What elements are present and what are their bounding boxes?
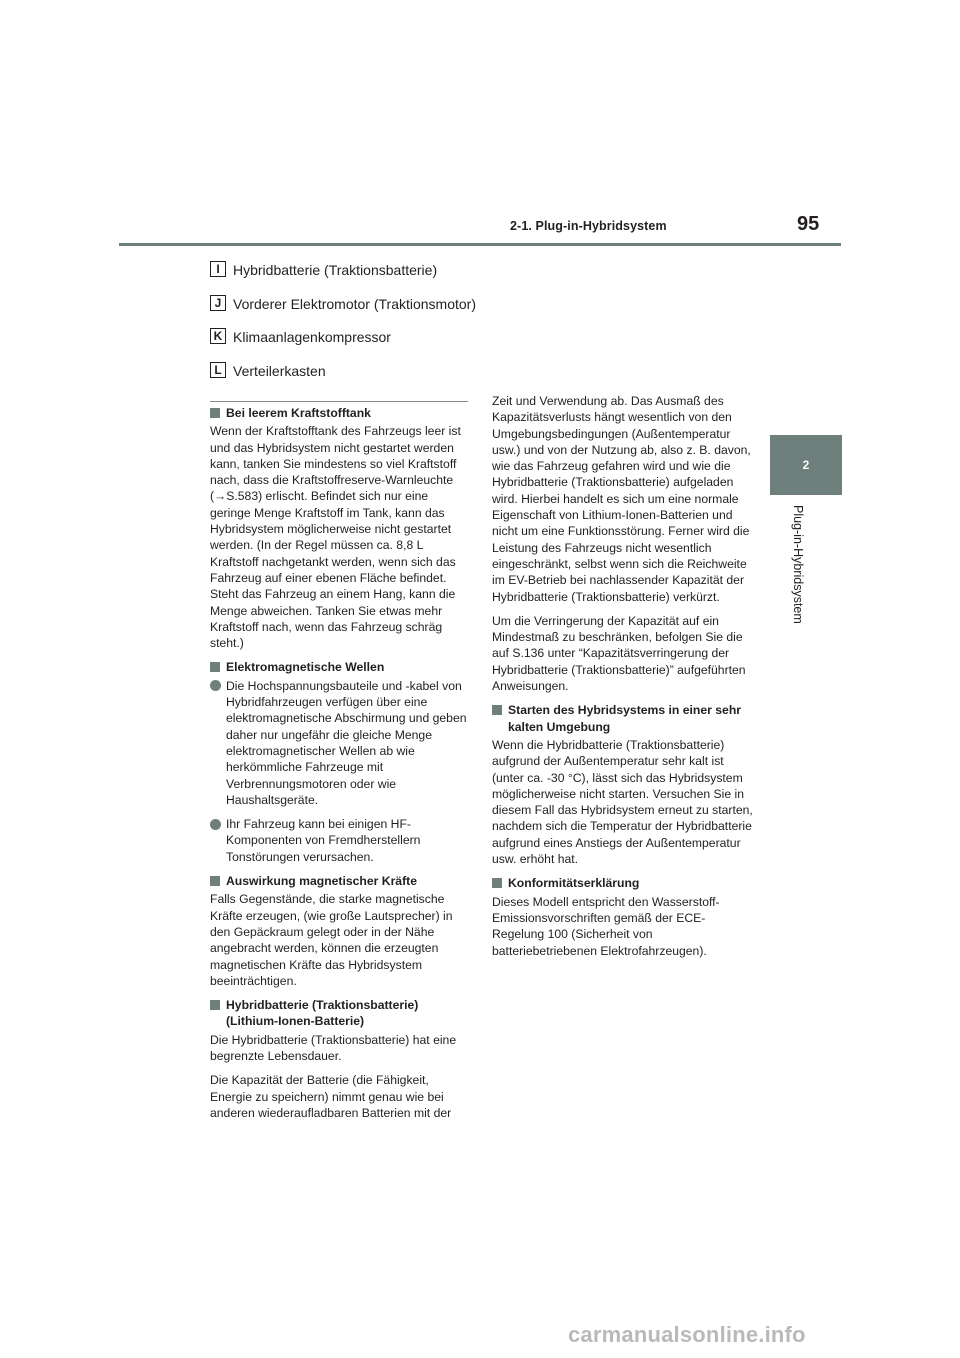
column-divider — [210, 401, 468, 402]
bullet-item — [210, 678, 472, 808]
legend-text: Verteilerkasten — [233, 362, 326, 379]
heading-hybrid-battery — [210, 997, 472, 1030]
paragraph: Die Kapazität der Batterie (die Fähigkeit, Energie zu speichern) nimmt genau wie bei anderen wiederaufladbaren Batterien mit der — [210, 1073, 452, 1120]
chapter-tab-number: 2 — [802, 458, 810, 472]
square-bullet-icon — [492, 878, 502, 888]
page-number: 95 — [797, 213, 820, 235]
heading-text: Bei leerem Kraftstofftank — [226, 406, 371, 420]
left-column — [210, 405, 472, 1129]
heading-text: Starten des Hybridsystems in einer sehr kalten Umgebung — [508, 703, 742, 734]
heading-conformity — [492, 875, 754, 891]
chapter-tab — [770, 435, 842, 495]
heading-text: Elektromagnetische Wellen — [226, 660, 385, 675]
square-bullet-icon — [210, 408, 220, 418]
bullet-text: Ihr Fahrzeug kann bei einigen HF-Komponenten von Fremdherstellern Tonstörungen verursachen. — [226, 817, 421, 864]
square-bullet-icon — [492, 705, 502, 715]
heading-magnetic-forces — [210, 873, 472, 889]
legend-text: Vorderer Elektromotor (Traktionsmotor) — [233, 295, 476, 312]
paragraph: Wenn die Hybridbatterie (Traktionsbatterie) aufgrund der Außentemperatur sehr kalt ist (unter ca. -30 °C), lässt sich das Hybridsystem möglicherweise nicht starten. Versuchen Sie in diesem Fall das Hybridsystem erneut zu starten, nachdem sich die Temperatur der Hybridbatterie aufgrund eines Anstiegs der Außentemperatur usw. erhöht hat. — [492, 737, 753, 867]
heading-cold-start — [492, 702, 754, 735]
square-bullet-icon — [210, 876, 220, 886]
heading-electromagnetic-waves — [210, 659, 472, 675]
square-bullet-icon — [210, 662, 220, 672]
paragraph: Die Hybridbatterie (Traktionsbatterie) hat eine begrenzte Lebensdauer. — [210, 1032, 457, 1063]
header-rule — [119, 243, 841, 246]
round-bullet-icon — [210, 819, 221, 830]
paragraph: Wenn der Kraftstofftank des Fahrzeugs leer ist und das Hybridsystem nicht gestartet werden kann, tanken Sie mindestens so viel Kraftstoff nach, dass die Kraftstoffreserve-Warnleuchte (→S.583) erlischt. Befindet sich nur eine geringe Menge Kraftstoff im Tank, kann das Hybridsystem möglicherweise nicht gestartet werden. (In der Regel müssen ca. 8,8 L Kraftstoff nachgetankt werden, wenn sich das Fahrzeug auf einer ebenen Fläche befindet. Steht das Fahrzeug an einem Hang, kann die Menge abweichen. Tanken Sie etwas mehr Kraftstoff nach, wenn das Fahrzeug schräg steht.) — [210, 424, 461, 651]
heading-text: Konformitätserklärung — [508, 876, 640, 891]
heading-text: Hybridbatterie (Traktionsbatterie) (Lithium-Ionen-Batterie) — [226, 998, 419, 1029]
round-bullet-icon — [210, 680, 221, 691]
section-title: 2-1. Plug-in-Hybridsystem — [510, 219, 667, 233]
chapter-side-label-text: Plug-in-Hybridsystem — [791, 505, 805, 624]
paragraph: Um die Verringerung der Kapazität auf ein Mindestmaß zu beschränken, befolgen Sie die auf S.136 unter “Kapazitätsverringerung der Hybridbatterie (Traktionsbatterie)” aufgeführten Anweisungen. — [492, 613, 746, 694]
bullet-item — [210, 816, 472, 865]
square-bullet-icon — [210, 1000, 220, 1010]
legend-key: K — [210, 328, 226, 344]
paragraph: Dieses Modell entspricht den Wasserstoff-Emissionsvorschriften gemäß der ECE-Regelung 100 (Sicherheit von batteriebetriebenen Elektrofahrzeugen). — [492, 894, 720, 958]
legend-key: I — [210, 261, 226, 277]
right-column — [492, 393, 754, 967]
paragraph: Falls Gegenstände, die starke magnetische Kräfte erzeugen, (wie große Lautsprecher) in den Gepäckraum gelegt oder in der Nähe angebracht werden, können die erzeugten magnetischen Kräfte das Hybridsystem beeinträchtigen. — [210, 892, 453, 988]
site-watermark: carmanualsonline.info — [568, 1322, 806, 1347]
chapter-side-label — [791, 505, 813, 645]
legend-key: L — [210, 362, 226, 378]
legend-text: Hybridbatterie (Traktionsbatterie) — [233, 262, 438, 278]
heading-text: Auswirkung magnetischer Kräfte — [226, 874, 417, 889]
legend-key: J — [210, 295, 226, 311]
heading-empty-fuel-tank — [210, 405, 472, 421]
bullet-text: Die Hochspannungsbauteile und -kabel von Hybridfahrzeugen verfügen über eine elektromagnetische Abschirmung und geben daher nur ungefähr die gleiche Menge elektromagnetischer Wellen ab wie herkömmliche Fahrzeuge mit Verbrennungsmotoren oder wie Haushaltsgeräte. — [226, 678, 467, 807]
legend-text: Klimaanlagenkompressor — [233, 329, 391, 345]
paragraph: Zeit und Verwendung ab. Das Ausmaß des Kapazitätsverlusts hängt wesentlich von den Umgebungsbedingungen (Außentemperatur usw.) und von der Nutzung ab, also z. B. davon, wie das Fahrzeug gefahren wird und wie die Hybridbatterie (Traktionsbatterie) aufgeladen wird. Hierbei handelt es sich um eine normale Eigenschaft von Lithium-Ionen-Batterien und nicht um eine Funktionsstörung. Ferner wird die Leistung des Fahrzeugs nicht wesentlich eingeschränkt, selbst wenn sich die Reichweite im EV-Betrieb bei nachlassender Kapazität der Hybridbatterie (Traktionsbatterie) verkürzt. — [492, 394, 751, 604]
